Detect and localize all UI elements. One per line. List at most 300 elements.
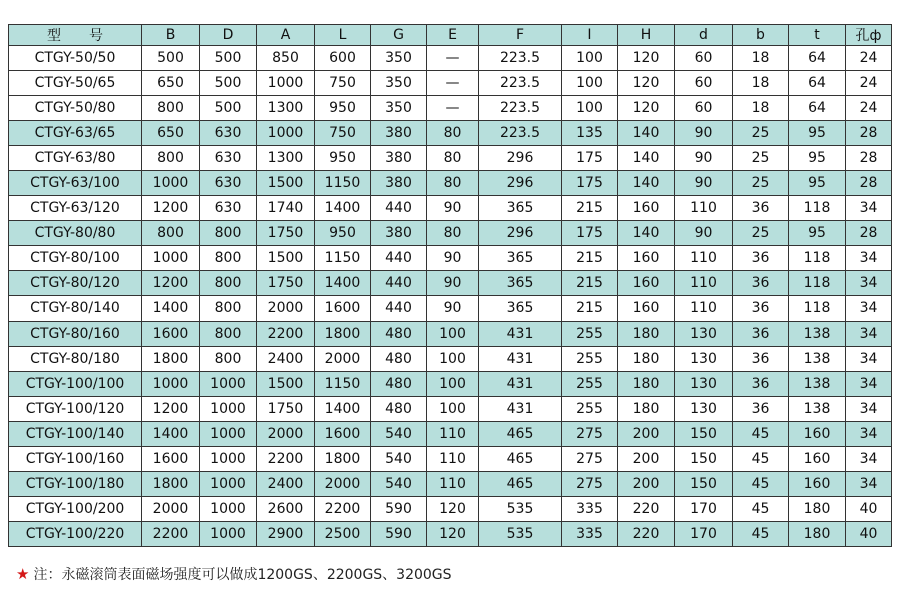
table-cell: 1600 bbox=[142, 321, 200, 346]
table-cell: 431 bbox=[479, 371, 562, 396]
table-cell: 365 bbox=[479, 196, 562, 221]
table-cell: 1150 bbox=[315, 371, 371, 396]
table-cell: 100 bbox=[562, 71, 618, 96]
table-cell: 440 bbox=[371, 296, 427, 321]
model-cell: CTGY-63/120 bbox=[9, 196, 142, 221]
table-cell: 2200 bbox=[257, 446, 315, 471]
table-cell: 1750 bbox=[257, 396, 315, 421]
column-header: A bbox=[257, 25, 315, 46]
table-cell: 255 bbox=[562, 371, 618, 396]
table-row bbox=[9, 196, 892, 221]
table-row bbox=[9, 421, 892, 446]
table-cell: 140 bbox=[618, 221, 675, 246]
table-cell: 215 bbox=[562, 246, 618, 271]
table-cell: 60 bbox=[675, 46, 733, 71]
table-cell: 24 bbox=[846, 71, 892, 96]
table-cell: 25 bbox=[733, 221, 789, 246]
table-cell: 750 bbox=[315, 71, 371, 96]
table-cell: 650 bbox=[142, 121, 200, 146]
table-cell: 34 bbox=[846, 421, 892, 446]
table-cell: 34 bbox=[846, 321, 892, 346]
table-cell: 36 bbox=[733, 371, 789, 396]
table-cell: 200 bbox=[618, 471, 675, 496]
table-cell: 1150 bbox=[315, 171, 371, 196]
table-cell: 255 bbox=[562, 321, 618, 346]
table-cell: 18 bbox=[733, 71, 789, 96]
table-cell: 90 bbox=[675, 171, 733, 196]
table-cell: 18 bbox=[733, 46, 789, 71]
table-cell: 950 bbox=[315, 146, 371, 171]
table-cell: 1600 bbox=[315, 296, 371, 321]
table-cell: 18 bbox=[733, 96, 789, 121]
table-cell: 800 bbox=[142, 221, 200, 246]
table-cell: 296 bbox=[479, 146, 562, 171]
table-cell: 60 bbox=[675, 96, 733, 121]
table-cell: 1400 bbox=[315, 396, 371, 421]
table-cell: 120 bbox=[618, 71, 675, 96]
table-cell: 110 bbox=[675, 196, 733, 221]
table-cell: 80 bbox=[427, 221, 479, 246]
table-cell: 90 bbox=[427, 296, 479, 321]
table-cell: 138 bbox=[789, 396, 846, 421]
table-cell: 45 bbox=[733, 446, 789, 471]
table-cell: 1200 bbox=[142, 196, 200, 221]
table-row bbox=[9, 121, 892, 146]
model-cell: CTGY-50/65 bbox=[9, 71, 142, 96]
table-cell: 1500 bbox=[257, 371, 315, 396]
model-cell: CTGY-80/140 bbox=[9, 296, 142, 321]
table-cell: 440 bbox=[371, 271, 427, 296]
table-cell: 28 bbox=[846, 171, 892, 196]
table-cell: 36 bbox=[733, 346, 789, 371]
table-cell: 95 bbox=[789, 171, 846, 196]
table-cell: 2400 bbox=[257, 346, 315, 371]
table-cell: 90 bbox=[427, 271, 479, 296]
table-cell: 630 bbox=[200, 171, 257, 196]
table-cell: 150 bbox=[675, 471, 733, 496]
table-cell: 365 bbox=[479, 271, 562, 296]
table-cell: 1600 bbox=[315, 421, 371, 446]
table-cell: 1400 bbox=[315, 271, 371, 296]
table-row bbox=[9, 46, 892, 71]
table-cell: 1600 bbox=[142, 446, 200, 471]
table-cell: 34 bbox=[846, 396, 892, 421]
model-cell: CTGY-100/220 bbox=[9, 521, 142, 546]
table-cell: 24 bbox=[846, 96, 892, 121]
table-cell: 100 bbox=[427, 321, 479, 346]
table-cell: 90 bbox=[675, 121, 733, 146]
model-cell: CTGY-100/100 bbox=[9, 371, 142, 396]
table-cell: 24 bbox=[846, 46, 892, 71]
table-cell: 500 bbox=[200, 71, 257, 96]
table-cell: 118 bbox=[789, 271, 846, 296]
table-cell: 110 bbox=[427, 471, 479, 496]
table-cell: 380 bbox=[371, 146, 427, 171]
table-cell: 1740 bbox=[257, 196, 315, 221]
table-cell: 630 bbox=[200, 196, 257, 221]
table-cell: 110 bbox=[427, 446, 479, 471]
table-cell: 1400 bbox=[142, 296, 200, 321]
table-cell: 431 bbox=[479, 346, 562, 371]
table-row bbox=[9, 396, 892, 421]
table-cell: 170 bbox=[675, 496, 733, 521]
table-cell: 2000 bbox=[315, 471, 371, 496]
table-cell: 180 bbox=[789, 496, 846, 521]
model-cell: CTGY-100/180 bbox=[9, 471, 142, 496]
table-cell: 1000 bbox=[200, 396, 257, 421]
table-row bbox=[9, 171, 892, 196]
table-cell: 215 bbox=[562, 196, 618, 221]
column-header: L bbox=[315, 25, 371, 46]
table-cell: 36 bbox=[733, 396, 789, 421]
table-cell: 1300 bbox=[257, 146, 315, 171]
table-cell: 1150 bbox=[315, 246, 371, 271]
model-cell: CTGY-80/120 bbox=[9, 271, 142, 296]
table-cell: 34 bbox=[846, 371, 892, 396]
table-row bbox=[9, 346, 892, 371]
table-cell: 175 bbox=[562, 171, 618, 196]
table-cell: 1000 bbox=[142, 246, 200, 271]
model-cell: CTGY-80/160 bbox=[9, 321, 142, 346]
table-cell: 130 bbox=[675, 396, 733, 421]
table-cell: 223.5 bbox=[479, 96, 562, 121]
table-cell: 440 bbox=[371, 246, 427, 271]
column-header: t bbox=[789, 25, 846, 46]
table-cell: 480 bbox=[371, 346, 427, 371]
table-cell: 160 bbox=[618, 246, 675, 271]
table-cell: 540 bbox=[371, 446, 427, 471]
table-row bbox=[9, 246, 892, 271]
table-cell: 365 bbox=[479, 296, 562, 321]
table-cell: 80 bbox=[427, 146, 479, 171]
column-header: F bbox=[479, 25, 562, 46]
table-cell: 480 bbox=[371, 371, 427, 396]
table-row bbox=[9, 146, 892, 171]
table-cell: 2200 bbox=[142, 521, 200, 546]
table-cell: 25 bbox=[733, 146, 789, 171]
table-cell: 200 bbox=[618, 446, 675, 471]
table-cell: 800 bbox=[142, 96, 200, 121]
table-cell: 500 bbox=[200, 96, 257, 121]
table-cell: 180 bbox=[618, 346, 675, 371]
table-cell: 34 bbox=[846, 296, 892, 321]
footnote bbox=[16, 564, 452, 584]
table-cell: 160 bbox=[789, 471, 846, 496]
table-cell: 40 bbox=[846, 521, 892, 546]
table-cell: 160 bbox=[789, 421, 846, 446]
table-cell: 255 bbox=[562, 396, 618, 421]
table-cell: 130 bbox=[675, 371, 733, 396]
model-cell: CTGY-80/80 bbox=[9, 221, 142, 246]
table-cell: 255 bbox=[562, 346, 618, 371]
table-cell: 480 bbox=[371, 396, 427, 421]
table-cell: 223.5 bbox=[479, 121, 562, 146]
table-cell: 160 bbox=[618, 271, 675, 296]
table-cell: 750 bbox=[315, 121, 371, 146]
table-cell: 2000 bbox=[142, 496, 200, 521]
table-cell: 118 bbox=[789, 296, 846, 321]
table-row bbox=[9, 296, 892, 321]
column-header: 型 号 bbox=[9, 25, 142, 46]
table-cell: 350 bbox=[371, 96, 427, 121]
table-cell: 2600 bbox=[257, 496, 315, 521]
model-cell: CTGY-63/100 bbox=[9, 171, 142, 196]
table-cell: 535 bbox=[479, 496, 562, 521]
table-cell: 80 bbox=[427, 171, 479, 196]
table-cell: 118 bbox=[789, 196, 846, 221]
column-header: d bbox=[675, 25, 733, 46]
table-cell: 800 bbox=[200, 246, 257, 271]
table-cell: 630 bbox=[200, 146, 257, 171]
table-cell: 95 bbox=[789, 121, 846, 146]
table-row bbox=[9, 96, 892, 121]
table-cell: 1400 bbox=[315, 196, 371, 221]
table-cell: 215 bbox=[562, 271, 618, 296]
table-cell: — bbox=[427, 96, 479, 121]
table-cell: 95 bbox=[789, 146, 846, 171]
table-cell: 135 bbox=[562, 121, 618, 146]
table-row bbox=[9, 321, 892, 346]
spec-table bbox=[8, 24, 892, 547]
table-cell: 800 bbox=[200, 296, 257, 321]
table-cell: 34 bbox=[846, 246, 892, 271]
table-cell: 2000 bbox=[315, 346, 371, 371]
column-header: 孔ф bbox=[846, 25, 892, 46]
table-cell: 465 bbox=[479, 421, 562, 446]
table-cell: 223.5 bbox=[479, 46, 562, 71]
table-cell: 120 bbox=[427, 496, 479, 521]
table-cell: 800 bbox=[200, 346, 257, 371]
table-cell: 2200 bbox=[257, 321, 315, 346]
table-cell: 140 bbox=[618, 121, 675, 146]
table-cell: 380 bbox=[371, 121, 427, 146]
table-cell: 2900 bbox=[257, 521, 315, 546]
table-cell: 90 bbox=[675, 221, 733, 246]
table-cell: 223.5 bbox=[479, 71, 562, 96]
table-cell: 220 bbox=[618, 496, 675, 521]
table-cell: 34 bbox=[846, 271, 892, 296]
table-cell: 45 bbox=[733, 496, 789, 521]
table-cell: 800 bbox=[200, 321, 257, 346]
column-header: G bbox=[371, 25, 427, 46]
table-cell: 150 bbox=[675, 446, 733, 471]
table-cell: 28 bbox=[846, 121, 892, 146]
table-cell: 64 bbox=[789, 71, 846, 96]
table-cell: 25 bbox=[733, 121, 789, 146]
table-cell: 40 bbox=[846, 496, 892, 521]
table-cell: 1200 bbox=[142, 271, 200, 296]
table-cell: 90 bbox=[675, 146, 733, 171]
table-cell: 600 bbox=[315, 46, 371, 71]
model-cell: CTGY-100/140 bbox=[9, 421, 142, 446]
table-cell: 28 bbox=[846, 146, 892, 171]
table-cell: 34 bbox=[846, 196, 892, 221]
table-cell: 535 bbox=[479, 521, 562, 546]
table-cell: 1300 bbox=[257, 96, 315, 121]
table-cell: 110 bbox=[675, 246, 733, 271]
column-header: H bbox=[618, 25, 675, 46]
footnote-text: 注：永磁滚筒表面磁场强度可以做成1200GS、2200GS、3200GS bbox=[33, 567, 452, 583]
table-row bbox=[9, 371, 892, 396]
table-cell: 465 bbox=[479, 446, 562, 471]
model-cell: CTGY-63/80 bbox=[9, 146, 142, 171]
table-cell: 180 bbox=[789, 521, 846, 546]
table-cell: 138 bbox=[789, 346, 846, 371]
table-cell: 90 bbox=[427, 246, 479, 271]
table-cell: 275 bbox=[562, 446, 618, 471]
model-cell: CTGY-50/50 bbox=[9, 46, 142, 71]
column-header: I bbox=[562, 25, 618, 46]
table-cell: 130 bbox=[675, 321, 733, 346]
table-cell: 1800 bbox=[315, 321, 371, 346]
table-cell: 175 bbox=[562, 146, 618, 171]
table-cell: 590 bbox=[371, 496, 427, 521]
table-cell: 540 bbox=[371, 471, 427, 496]
table-cell: 275 bbox=[562, 421, 618, 446]
table-cell: 296 bbox=[479, 221, 562, 246]
table-cell: 150 bbox=[675, 421, 733, 446]
column-header: B bbox=[142, 25, 200, 46]
model-cell: CTGY-80/180 bbox=[9, 346, 142, 371]
table-cell: 36 bbox=[733, 246, 789, 271]
table-cell: 95 bbox=[789, 221, 846, 246]
table-cell: 350 bbox=[371, 71, 427, 96]
table-cell: 800 bbox=[142, 146, 200, 171]
table-cell: 25 bbox=[733, 171, 789, 196]
table-cell: 800 bbox=[200, 271, 257, 296]
table-cell: 431 bbox=[479, 396, 562, 421]
table-cell: 1500 bbox=[257, 246, 315, 271]
table-cell: 175 bbox=[562, 221, 618, 246]
table-cell: 275 bbox=[562, 471, 618, 496]
table-cell: 335 bbox=[562, 496, 618, 521]
table-cell: 60 bbox=[675, 71, 733, 96]
table-cell: 380 bbox=[371, 171, 427, 196]
table-cell: 2200 bbox=[315, 496, 371, 521]
table-cell: 1400 bbox=[142, 421, 200, 446]
table-cell: 110 bbox=[427, 421, 479, 446]
table-body bbox=[9, 46, 892, 547]
table-cell: 100 bbox=[427, 346, 479, 371]
table-cell: 34 bbox=[846, 471, 892, 496]
column-header: D bbox=[200, 25, 257, 46]
table-cell: 296 bbox=[479, 171, 562, 196]
table-cell: 500 bbox=[200, 46, 257, 71]
table-cell: 1800 bbox=[315, 446, 371, 471]
table-cell: 1500 bbox=[257, 171, 315, 196]
table-cell: 350 bbox=[371, 46, 427, 71]
table-cell: 45 bbox=[733, 471, 789, 496]
model-cell: CTGY-100/160 bbox=[9, 446, 142, 471]
table-cell: 36 bbox=[733, 271, 789, 296]
model-cell: CTGY-100/200 bbox=[9, 496, 142, 521]
table-cell: 110 bbox=[675, 296, 733, 321]
table-cell: 1000 bbox=[142, 371, 200, 396]
table-cell: 1000 bbox=[257, 71, 315, 96]
table-cell: 200 bbox=[618, 421, 675, 446]
table-cell: 45 bbox=[733, 521, 789, 546]
table-cell: 1000 bbox=[200, 471, 257, 496]
star-icon: ★ bbox=[16, 565, 30, 583]
table-cell: 180 bbox=[618, 396, 675, 421]
table-cell: 1000 bbox=[200, 421, 257, 446]
table-cell: 138 bbox=[789, 371, 846, 396]
table-row bbox=[9, 71, 892, 96]
table-cell: — bbox=[427, 71, 479, 96]
model-cell: CTGY-63/65 bbox=[9, 121, 142, 146]
table-row bbox=[9, 496, 892, 521]
table-cell: 118 bbox=[789, 246, 846, 271]
table-cell: 34 bbox=[846, 446, 892, 471]
table-cell: 2500 bbox=[315, 521, 371, 546]
table-cell: 140 bbox=[618, 171, 675, 196]
table-cell: 120 bbox=[427, 521, 479, 546]
table-row bbox=[9, 471, 892, 496]
table-cell: 950 bbox=[315, 221, 371, 246]
table-cell: 180 bbox=[618, 321, 675, 346]
table-cell: 120 bbox=[618, 96, 675, 121]
table-cell: 380 bbox=[371, 221, 427, 246]
table-cell: 130 bbox=[675, 346, 733, 371]
table-cell: 2000 bbox=[257, 421, 315, 446]
table-cell: 800 bbox=[200, 221, 257, 246]
table-cell: 2400 bbox=[257, 471, 315, 496]
table-cell: 335 bbox=[562, 521, 618, 546]
table-cell: 100 bbox=[562, 96, 618, 121]
table-row bbox=[9, 446, 892, 471]
table-cell: 850 bbox=[257, 46, 315, 71]
table-cell: 90 bbox=[427, 196, 479, 221]
model-cell: CTGY-100/120 bbox=[9, 396, 142, 421]
table-cell: 100 bbox=[427, 396, 479, 421]
table-cell: 220 bbox=[618, 521, 675, 546]
table-cell: 170 bbox=[675, 521, 733, 546]
table-cell: 1000 bbox=[142, 171, 200, 196]
table-cell: 110 bbox=[675, 271, 733, 296]
table-cell: 160 bbox=[618, 196, 675, 221]
table-cell: 36 bbox=[733, 296, 789, 321]
table-cell: 160 bbox=[618, 296, 675, 321]
table-row bbox=[9, 271, 892, 296]
table-cell: 80 bbox=[427, 121, 479, 146]
table-cell: 140 bbox=[618, 146, 675, 171]
table-cell: 440 bbox=[371, 196, 427, 221]
table-cell: 630 bbox=[200, 121, 257, 146]
table-cell: 34 bbox=[846, 346, 892, 371]
table-cell: 650 bbox=[142, 71, 200, 96]
table-cell: 1000 bbox=[200, 446, 257, 471]
table-cell: 215 bbox=[562, 296, 618, 321]
table-cell: 64 bbox=[789, 96, 846, 121]
table-cell: 590 bbox=[371, 521, 427, 546]
table-cell: 1800 bbox=[142, 346, 200, 371]
column-header: E bbox=[427, 25, 479, 46]
table-cell: 64 bbox=[789, 46, 846, 71]
table-cell: 480 bbox=[371, 321, 427, 346]
table-cell: 500 bbox=[142, 46, 200, 71]
table-cell: 36 bbox=[733, 321, 789, 346]
table-cell: 100 bbox=[427, 371, 479, 396]
table-cell: 1000 bbox=[257, 121, 315, 146]
table-cell: — bbox=[427, 46, 479, 71]
table-cell: 950 bbox=[315, 96, 371, 121]
table-cell: 180 bbox=[618, 371, 675, 396]
table-cell: 1800 bbox=[142, 471, 200, 496]
table-cell: 1000 bbox=[200, 521, 257, 546]
table-row bbox=[9, 521, 892, 546]
table-cell: 1000 bbox=[200, 496, 257, 521]
table-cell: 45 bbox=[733, 421, 789, 446]
